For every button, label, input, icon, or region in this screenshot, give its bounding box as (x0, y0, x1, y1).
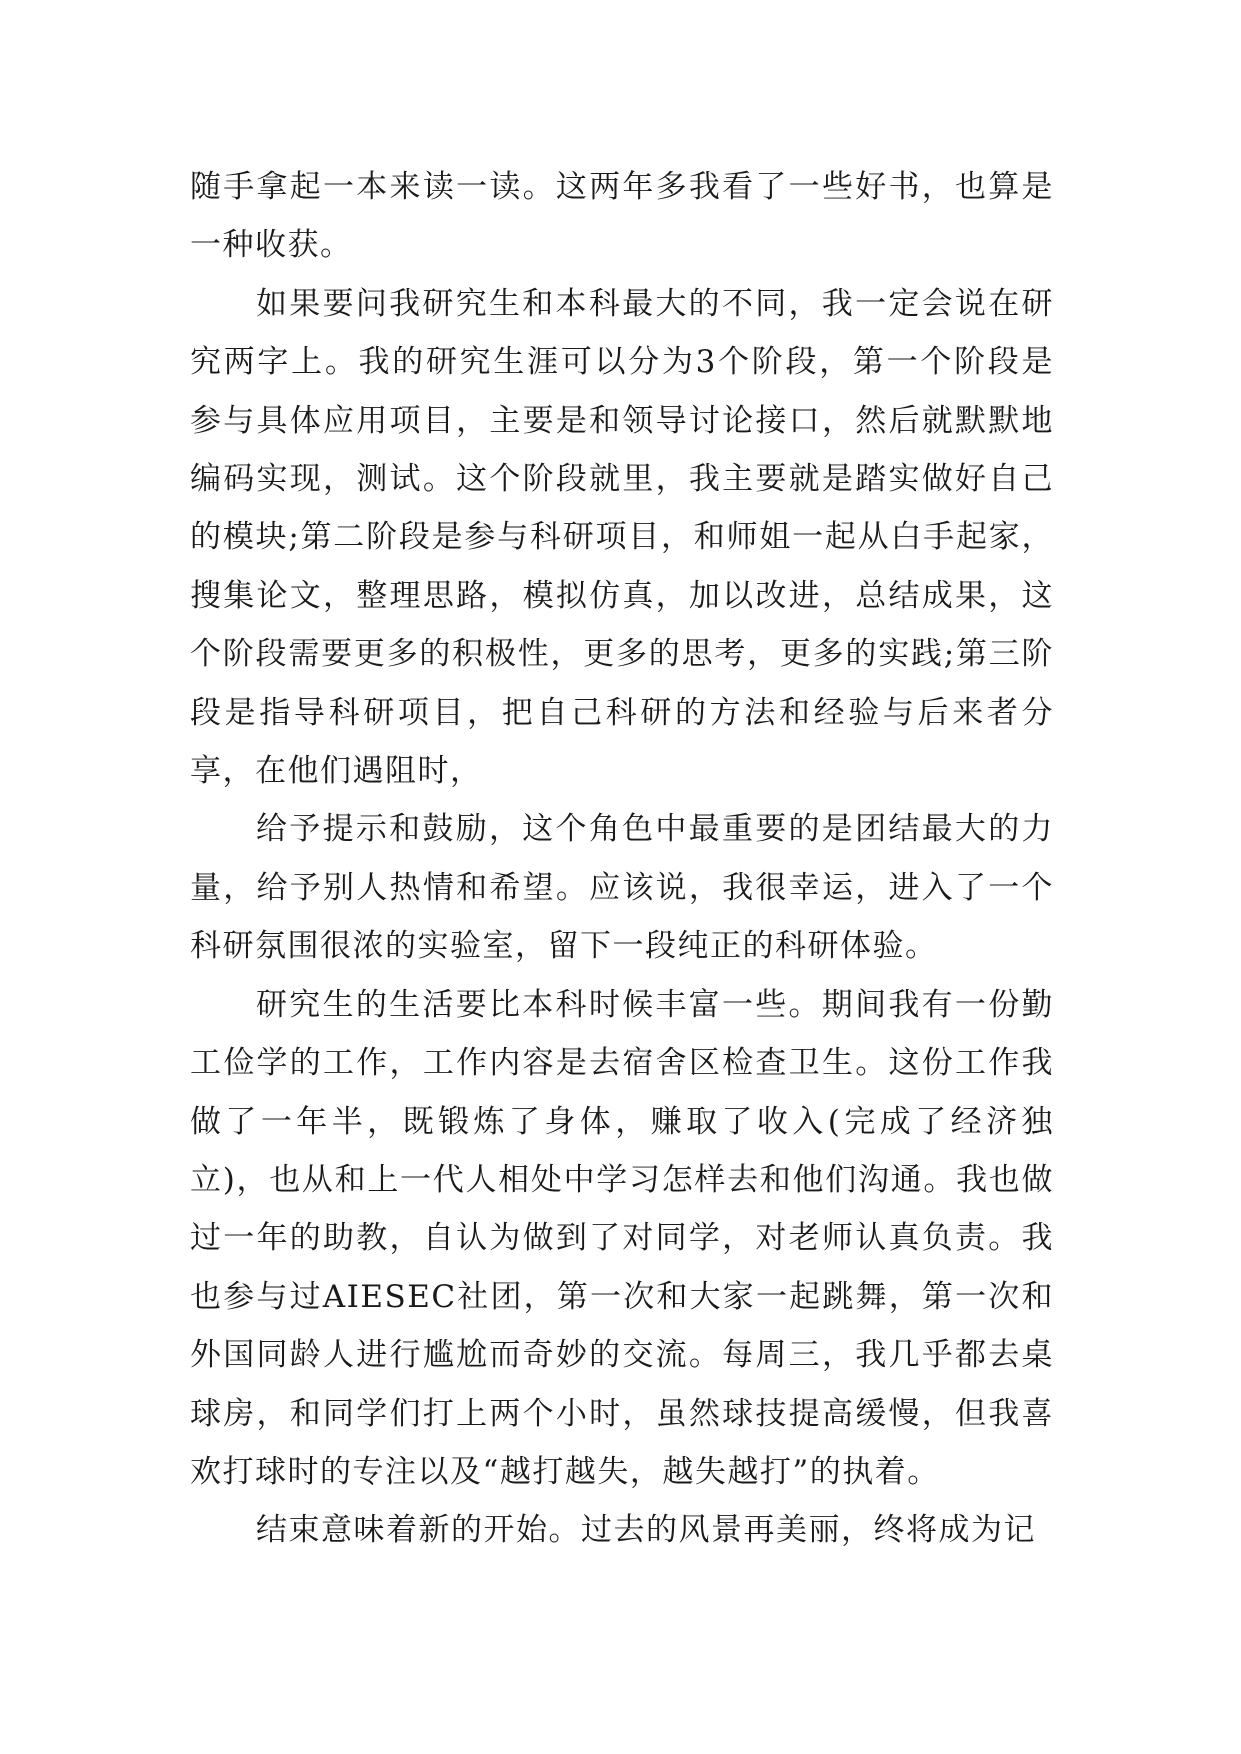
paragraph-5: 结束意味着新的开始。过去的风景再美丽，终将成为记 (256, 1512, 1036, 1549)
paragraph-4: 研究生的生活要比本科时候丰富一些。期间我有一份勤工俭学的工作，工作内容是去宿舍区检查卫生。这份工作我做了一年半，既锻炼了身体，赚取了收入(完成了经济独立)，也从和上一代人相处中学习怎样去和他们沟通。我也做过一年的助教，自认为做到了对同学，对老师认真负责。我也参与过AIESEC社团，第一次和大家一起跳舞，第一次和外国同龄人进行尴尬而奇妙的交流。每周三，我几乎都去桌球房，和同学们打上两个小时，虽然球技提高缓慢，但我喜欢打球时的专注以及“越打越失，越失越打”的执着。 (190, 986, 1054, 1490)
paragraph-2: 如果要问我研究生和本科最大的不同，我一定会说在研究两字上。我的研究生涯可以分为3个阶段，第一个阶段是参与具体应用项目，主要是和领导讨论接口，然后就默默地编码实现，测试。这个阶段就里，我主要就是踏实做好自己的模块;第二阶段是参与科研项目，和师姐一起从白手起家，搜集论文，整理思路，模拟仿真，加以改进，总结成果，这个阶段需要更多的积极性，更多的思考，更多的实践;第三阶段是指导科研项目，把自己科研的方法和经验与后来者分享，在他们遇阻时， (190, 285, 1054, 790)
paragraph-3: 给予提示和鼓励，这个角色中最重要的是团结最大的力量，给予别人热情和希望。应该说，我很幸运，进入了一个科研氛围很浓的实验室，留下一段纯正的科研体验。 (190, 811, 1054, 965)
paragraph-1: 随手拿起一本来读一读。这两年多我看了一些好书，也算是一种收获。 (190, 169, 1054, 264)
body-text (190, 158, 1054, 1560)
